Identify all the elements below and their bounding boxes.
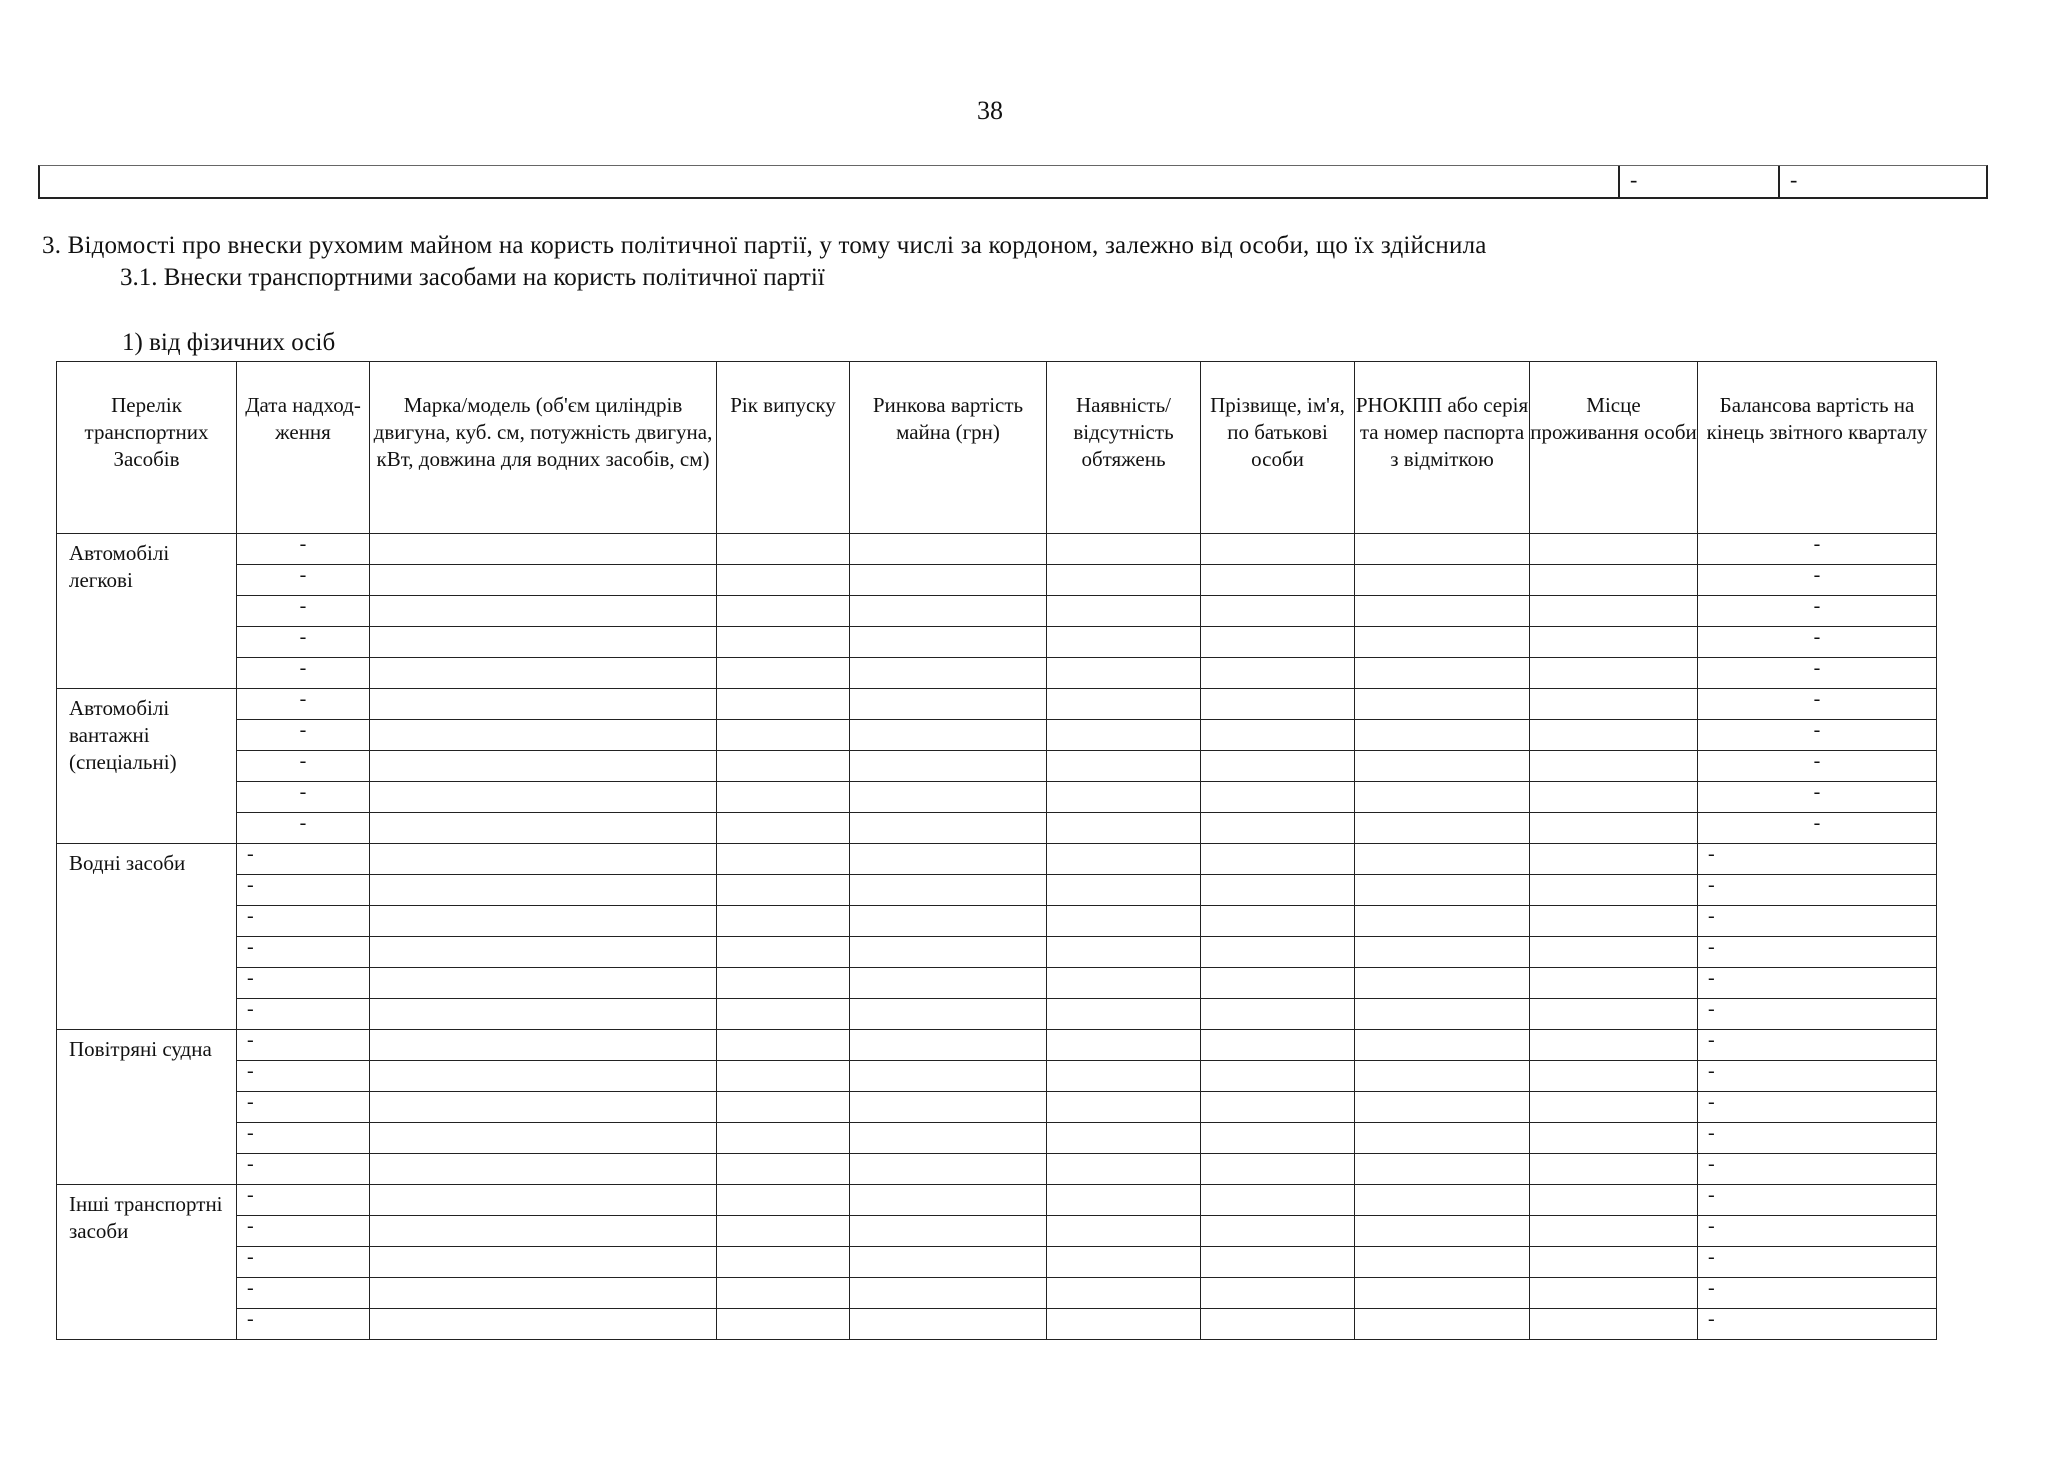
table-row	[57, 875, 1937, 906]
balance-value-cell: -	[1698, 1216, 1937, 1247]
empty-cell	[1201, 1309, 1355, 1340]
empty-cell	[1047, 627, 1201, 658]
empty-cell	[1355, 906, 1530, 937]
receipt-date-cell: -	[237, 906, 370, 937]
category-label: Автомобілі легкові	[57, 534, 237, 689]
empty-cell	[370, 813, 717, 844]
balance-value-cell: -	[1698, 534, 1937, 565]
table-row	[57, 658, 1937, 689]
empty-cell	[717, 999, 850, 1030]
empty-cell	[1201, 1278, 1355, 1309]
empty-cell	[1355, 1185, 1530, 1216]
table-row	[57, 1061, 1937, 1092]
header-full-name: Прізвище, ім'я, по батькові особи	[1201, 362, 1355, 534]
receipt-date-cell: -	[237, 813, 370, 844]
empty-cell	[1047, 1247, 1201, 1278]
table-row	[57, 1185, 1937, 1216]
receipt-date-cell: -	[237, 999, 370, 1030]
empty-cell	[1530, 751, 1698, 782]
empty-cell	[1355, 1030, 1530, 1061]
empty-cell	[717, 658, 850, 689]
empty-cell	[717, 596, 850, 627]
balance-value-cell: -	[1698, 999, 1937, 1030]
table-row	[57, 1030, 1937, 1061]
empty-cell	[717, 534, 850, 565]
balance-value-cell: -	[1698, 875, 1937, 906]
receipt-date-cell: -	[237, 658, 370, 689]
empty-cell	[1201, 1185, 1355, 1216]
balance-value-cell: -	[1698, 1123, 1937, 1154]
empty-cell	[1355, 1247, 1530, 1278]
balance-value-cell: -	[1698, 1185, 1937, 1216]
empty-cell	[717, 1216, 850, 1247]
table-row	[57, 627, 1937, 658]
balance-value-cell: -	[1698, 689, 1937, 720]
empty-cell	[717, 565, 850, 596]
receipt-date-cell: -	[237, 968, 370, 999]
header-tax-id: РНОКПП або серія та номер паспорта з відміткою	[1355, 362, 1530, 534]
receipt-date-cell: -	[237, 782, 370, 813]
empty-cell	[1530, 1030, 1698, 1061]
empty-cell	[370, 1123, 717, 1154]
top-strip-cell-1: -	[1618, 166, 1778, 197]
empty-cell	[370, 1092, 717, 1123]
empty-cell	[717, 1123, 850, 1154]
empty-cell	[1201, 844, 1355, 875]
empty-cell	[717, 782, 850, 813]
empty-cell	[1201, 1123, 1355, 1154]
receipt-date-cell: -	[237, 1309, 370, 1340]
empty-cell	[850, 1030, 1047, 1061]
empty-cell	[1047, 906, 1201, 937]
balance-value-cell: -	[1698, 906, 1937, 937]
empty-cell	[1047, 1092, 1201, 1123]
receipt-date-cell: -	[237, 596, 370, 627]
empty-cell	[1530, 782, 1698, 813]
table-row	[57, 689, 1937, 720]
receipt-date-cell: -	[237, 565, 370, 596]
empty-cell	[1047, 968, 1201, 999]
empty-cell	[370, 844, 717, 875]
empty-cell	[1530, 844, 1698, 875]
empty-cell	[1201, 565, 1355, 596]
empty-cell	[370, 720, 717, 751]
empty-cell	[850, 782, 1047, 813]
table-row	[57, 596, 1937, 627]
balance-value-cell: -	[1698, 1061, 1937, 1092]
table-row	[57, 906, 1937, 937]
empty-cell	[850, 1123, 1047, 1154]
top-strip	[38, 165, 1988, 199]
empty-cell	[850, 1061, 1047, 1092]
header-make-model: Марка/модель (об'єм циліндрів двигуна, куб. см, потужність двигуна, кВт, довжина для водних засобів, см)	[370, 362, 717, 534]
empty-cell	[1355, 782, 1530, 813]
empty-cell	[850, 844, 1047, 875]
empty-cell	[850, 627, 1047, 658]
empty-cell	[1047, 844, 1201, 875]
group-heading: 1) від фізичних осіб	[122, 329, 336, 356]
receipt-date-cell: -	[237, 937, 370, 968]
empty-cell	[1530, 1061, 1698, 1092]
receipt-date-cell: -	[237, 1030, 370, 1061]
balance-value-cell: -	[1698, 596, 1937, 627]
empty-cell	[1201, 720, 1355, 751]
balance-value-cell: -	[1698, 937, 1937, 968]
table-row	[57, 1247, 1937, 1278]
receipt-date-cell: -	[237, 751, 370, 782]
section-heading: 3. Відомості про внески рухомим майном на користь політичної партії, у тому числі за кордоном, залежно від особи, що їх здійснила	[42, 232, 1487, 259]
empty-cell	[1047, 1216, 1201, 1247]
empty-cell	[1530, 1154, 1698, 1185]
table-row	[57, 565, 1937, 596]
balance-value-cell: -	[1698, 1154, 1937, 1185]
balance-value-cell: -	[1698, 968, 1937, 999]
empty-cell	[717, 627, 850, 658]
header-encumbrances: Наявність/ відсутність обтяжень	[1047, 362, 1201, 534]
empty-cell	[1047, 1278, 1201, 1309]
empty-cell	[1355, 1092, 1530, 1123]
empty-cell	[1201, 627, 1355, 658]
empty-cell	[1047, 658, 1201, 689]
empty-cell	[1355, 937, 1530, 968]
balance-value-cell: -	[1698, 751, 1937, 782]
receipt-date-cell: -	[237, 1123, 370, 1154]
receipt-date-cell: -	[237, 627, 370, 658]
empty-cell	[1047, 1185, 1201, 1216]
empty-cell	[1530, 1123, 1698, 1154]
empty-cell	[1047, 999, 1201, 1030]
empty-cell	[1355, 1278, 1530, 1309]
empty-cell	[717, 720, 850, 751]
balance-value-cell: -	[1698, 1092, 1937, 1123]
empty-cell	[370, 782, 717, 813]
empty-cell	[1355, 596, 1530, 627]
empty-cell	[850, 813, 1047, 844]
empty-cell	[717, 844, 850, 875]
subsection-heading: 3.1. Внески транспортними засобами на користь політичної партії	[120, 264, 825, 291]
balance-value-cell: -	[1698, 565, 1937, 596]
header-residence: Місце проживання особи	[1530, 362, 1698, 534]
table-row	[57, 844, 1937, 875]
empty-cell	[370, 689, 717, 720]
empty-cell	[1355, 689, 1530, 720]
empty-cell	[370, 1061, 717, 1092]
empty-cell	[1201, 689, 1355, 720]
receipt-date-cell: -	[237, 844, 370, 875]
empty-cell	[370, 1185, 717, 1216]
empty-cell	[717, 1185, 850, 1216]
empty-cell	[850, 751, 1047, 782]
empty-cell	[850, 968, 1047, 999]
receipt-date-cell: -	[237, 689, 370, 720]
empty-cell	[370, 1030, 717, 1061]
empty-cell	[1355, 1123, 1530, 1154]
empty-cell	[850, 937, 1047, 968]
empty-cell	[1530, 968, 1698, 999]
header-balance-value: Балансова вартість на кінець звітного кварталу	[1698, 362, 1937, 534]
table-row	[57, 782, 1937, 813]
empty-cell	[717, 1061, 850, 1092]
table-row	[57, 1123, 1937, 1154]
table-row	[57, 1092, 1937, 1123]
empty-cell	[1201, 658, 1355, 689]
top-strip-cell-2: -	[1778, 166, 1988, 197]
empty-cell	[1201, 1092, 1355, 1123]
empty-cell	[1201, 751, 1355, 782]
empty-cell	[370, 1278, 717, 1309]
header-vehicle-list: Перелік транспортних Засобів	[57, 362, 237, 534]
empty-cell	[850, 565, 1047, 596]
empty-cell	[717, 1092, 850, 1123]
empty-cell	[1355, 999, 1530, 1030]
empty-cell	[370, 1309, 717, 1340]
empty-cell	[370, 596, 717, 627]
table-row	[57, 751, 1937, 782]
empty-cell	[1201, 968, 1355, 999]
empty-cell	[1530, 565, 1698, 596]
category-label: Автомобілі вантажні (спеціальні)	[57, 689, 237, 844]
empty-cell	[1201, 596, 1355, 627]
empty-cell	[1047, 565, 1201, 596]
empty-cell	[1355, 627, 1530, 658]
empty-cell	[1201, 906, 1355, 937]
empty-cell	[370, 906, 717, 937]
empty-cell	[1201, 1247, 1355, 1278]
table-row	[57, 1154, 1937, 1185]
empty-cell	[1047, 720, 1201, 751]
balance-value-cell: -	[1698, 1247, 1937, 1278]
empty-cell	[370, 1247, 717, 1278]
receipt-date-cell: -	[237, 1092, 370, 1123]
empty-cell	[370, 1216, 717, 1247]
table-row	[57, 720, 1937, 751]
table-row	[57, 999, 1937, 1030]
empty-cell	[717, 751, 850, 782]
empty-cell	[850, 906, 1047, 937]
category-label: Повітряні судна	[57, 1030, 237, 1185]
balance-value-cell: -	[1698, 658, 1937, 689]
empty-cell	[1355, 720, 1530, 751]
empty-cell	[717, 1154, 850, 1185]
empty-cell	[717, 1309, 850, 1340]
empty-cell	[1201, 875, 1355, 906]
empty-cell	[370, 658, 717, 689]
category-label: Інші транспортні засоби	[57, 1185, 237, 1340]
receipt-date-cell: -	[237, 1185, 370, 1216]
empty-cell	[1530, 1216, 1698, 1247]
header-year: Рік випуску	[717, 362, 850, 534]
table-row	[57, 968, 1937, 999]
empty-cell	[1047, 1154, 1201, 1185]
empty-cell	[370, 751, 717, 782]
empty-cell	[717, 968, 850, 999]
empty-cell	[1530, 534, 1698, 565]
table-row	[57, 813, 1937, 844]
empty-cell	[850, 999, 1047, 1030]
balance-value-cell: -	[1698, 782, 1937, 813]
header-market-value: Ринкова вартість майна (грн)	[850, 362, 1047, 534]
empty-cell	[1355, 534, 1530, 565]
empty-cell	[1530, 1309, 1698, 1340]
empty-cell	[1047, 937, 1201, 968]
empty-cell	[850, 1216, 1047, 1247]
balance-value-cell: -	[1698, 813, 1937, 844]
empty-cell	[850, 658, 1047, 689]
empty-cell	[1047, 875, 1201, 906]
empty-cell	[1355, 813, 1530, 844]
empty-cell	[717, 875, 850, 906]
category-label: Водні засоби	[57, 844, 237, 1030]
balance-value-cell: -	[1698, 1309, 1937, 1340]
empty-cell	[850, 875, 1047, 906]
header-receipt-date: Дата надход-ження	[237, 362, 370, 534]
receipt-date-cell: -	[237, 1247, 370, 1278]
empty-cell	[1530, 627, 1698, 658]
empty-cell	[1047, 782, 1201, 813]
empty-cell	[1355, 565, 1530, 596]
empty-cell	[1530, 596, 1698, 627]
empty-cell	[1530, 813, 1698, 844]
empty-cell	[370, 999, 717, 1030]
empty-cell	[1355, 751, 1530, 782]
empty-cell	[1530, 999, 1698, 1030]
empty-cell	[1047, 751, 1201, 782]
receipt-date-cell: -	[237, 875, 370, 906]
empty-cell	[1530, 689, 1698, 720]
empty-cell	[1047, 1061, 1201, 1092]
empty-cell	[1530, 937, 1698, 968]
table-row	[57, 534, 1937, 565]
empty-cell	[1355, 1061, 1530, 1092]
table-row	[57, 1309, 1937, 1340]
table-row	[57, 1216, 1937, 1247]
receipt-date-cell: -	[237, 1216, 370, 1247]
balance-value-cell: -	[1698, 844, 1937, 875]
empty-cell	[1530, 720, 1698, 751]
balance-value-cell: -	[1698, 627, 1937, 658]
empty-cell	[370, 1154, 717, 1185]
page-number: 38	[977, 96, 1003, 125]
empty-cell	[850, 1092, 1047, 1123]
empty-cell	[1047, 813, 1201, 844]
table-row	[57, 1278, 1937, 1309]
empty-cell	[850, 1247, 1047, 1278]
empty-cell	[717, 1278, 850, 1309]
empty-cell	[1201, 1061, 1355, 1092]
empty-cell	[370, 534, 717, 565]
empty-cell	[850, 1278, 1047, 1309]
empty-cell	[850, 1154, 1047, 1185]
empty-cell	[1047, 596, 1201, 627]
empty-cell	[850, 534, 1047, 565]
empty-cell	[1047, 689, 1201, 720]
empty-cell	[1530, 1247, 1698, 1278]
empty-cell	[850, 1309, 1047, 1340]
table-header-row	[57, 362, 1937, 534]
empty-cell	[1355, 658, 1530, 689]
empty-cell	[1530, 875, 1698, 906]
empty-cell	[717, 1030, 850, 1061]
empty-cell	[1530, 658, 1698, 689]
balance-value-cell: -	[1698, 1030, 1937, 1061]
empty-cell	[1201, 1030, 1355, 1061]
empty-cell	[1530, 1185, 1698, 1216]
empty-cell	[370, 565, 717, 596]
empty-cell	[1530, 1278, 1698, 1309]
empty-cell	[1047, 1030, 1201, 1061]
balance-value-cell: -	[1698, 1278, 1937, 1309]
empty-cell	[1047, 1123, 1201, 1154]
empty-cell	[1355, 1216, 1530, 1247]
receipt-date-cell: -	[237, 1278, 370, 1309]
empty-cell	[717, 813, 850, 844]
empty-cell	[1201, 1154, 1355, 1185]
empty-cell	[1355, 875, 1530, 906]
balance-value-cell: -	[1698, 720, 1937, 751]
empty-cell	[370, 937, 717, 968]
empty-cell	[1201, 937, 1355, 968]
vehicle-contributions-table	[56, 361, 1937, 1340]
empty-cell	[1355, 968, 1530, 999]
empty-cell	[1201, 782, 1355, 813]
empty-cell	[850, 720, 1047, 751]
receipt-date-cell: -	[237, 720, 370, 751]
empty-cell	[370, 968, 717, 999]
receipt-date-cell: -	[237, 1154, 370, 1185]
empty-cell	[1047, 1309, 1201, 1340]
empty-cell	[1530, 906, 1698, 937]
empty-cell	[717, 1247, 850, 1278]
empty-cell	[1201, 534, 1355, 565]
empty-cell	[850, 596, 1047, 627]
table-row	[57, 937, 1937, 968]
receipt-date-cell: -	[237, 534, 370, 565]
empty-cell	[850, 689, 1047, 720]
empty-cell	[717, 689, 850, 720]
empty-cell	[1201, 999, 1355, 1030]
empty-cell	[1201, 813, 1355, 844]
empty-cell	[1355, 1154, 1530, 1185]
empty-cell	[370, 875, 717, 906]
empty-cell	[717, 937, 850, 968]
empty-cell	[1047, 534, 1201, 565]
empty-cell	[1355, 1309, 1530, 1340]
receipt-date-cell: -	[237, 1061, 370, 1092]
empty-cell	[370, 627, 717, 658]
empty-cell	[1355, 844, 1530, 875]
empty-cell	[850, 1185, 1047, 1216]
empty-cell	[1201, 1216, 1355, 1247]
empty-cell	[1530, 1092, 1698, 1123]
empty-cell	[717, 906, 850, 937]
